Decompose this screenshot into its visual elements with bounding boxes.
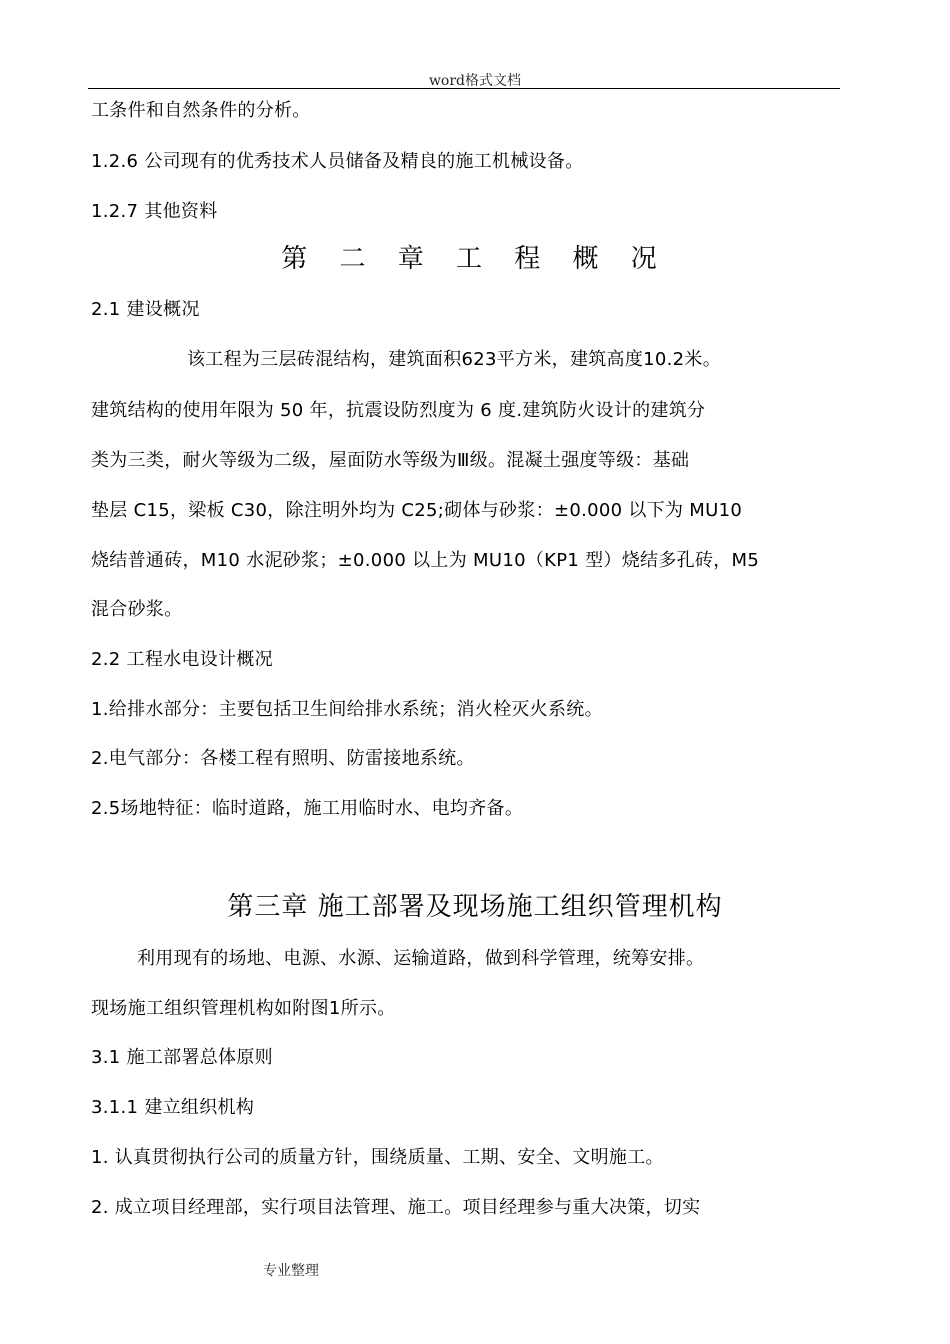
paragraph-line: 建筑结构的使用年限为 50 年，抗震设防烈度为 6 度.建筑防火设计的建筑分: [91, 400, 706, 421]
paragraph-line: 工条件和自然条件的分析。: [91, 100, 311, 121]
section-heading-3-1-1: 3.1.1 建立组织机构: [91, 1097, 255, 1118]
section-heading-3-1: 3.1 施工部署总体原则: [91, 1047, 273, 1068]
chapter-2-title: 第 二 章 工 程 概 况: [281, 244, 669, 274]
section-heading-2-2: 2.2 工程水电设计概况: [91, 649, 273, 670]
paragraph-line: 混合砂浆。: [91, 599, 183, 620]
list-item: 2.5场地特征：临时道路，施工用临时水、电均齐备。: [91, 798, 524, 819]
paragraph-line: 垫层 C15，梁板 C30，除注明外均为 C25;砌体与砂浆：±0.000 以下为 MU10: [91, 500, 743, 521]
section-heading-1-2-7: 1.2.7 其他资料: [91, 201, 218, 222]
list-item: 1.给排水部分：主要包括卫生间给排水系统；消火栓灭火系统。: [91, 699, 603, 720]
paragraph-line: 类为三类，耐火等级为二级，屋面防水等级为Ⅲ级。混凝土强度等级：基础: [91, 450, 690, 471]
chapter-3-title: 第三章 施工部署及现场施工组织管理机构: [227, 892, 723, 922]
paragraph-line: 现场施工组织管理机构如附图1所示。: [91, 998, 396, 1019]
paragraph-line: 利用现有的场地、电源、水源、运输道路，做到科学管理，统筹安排。: [137, 948, 705, 969]
page-footer: 专业整理: [263, 1263, 319, 1279]
section-heading-1-2-6: 1.2.6 公司现有的优秀技术人员储备及精良的施工机械设备。: [91, 151, 584, 172]
page-header: word格式文档: [428, 73, 522, 89]
list-item: 2. 成立项目经理部，实行项目法管理、施工。项目经理参与重大决策，切实: [91, 1197, 701, 1218]
list-item: 1. 认真贯彻执行公司的质量方针，围绕质量、工期、安全、文明施工。: [91, 1147, 664, 1168]
header-divider: [88, 88, 840, 89]
paragraph-line: 该工程为三层砖混结构，建筑面积623平方米，建筑高度10.2米。: [187, 349, 722, 370]
section-heading-2-1: 2.1 建设概况: [91, 299, 200, 320]
list-item: 2.电气部分：各楼工程有照明、防雷接地系统。: [91, 748, 475, 769]
paragraph-line: 烧结普通砖，M10 水泥砂浆；±0.000 以上为 MU10（KP1 型）烧结多孔砖，M5: [91, 550, 760, 571]
